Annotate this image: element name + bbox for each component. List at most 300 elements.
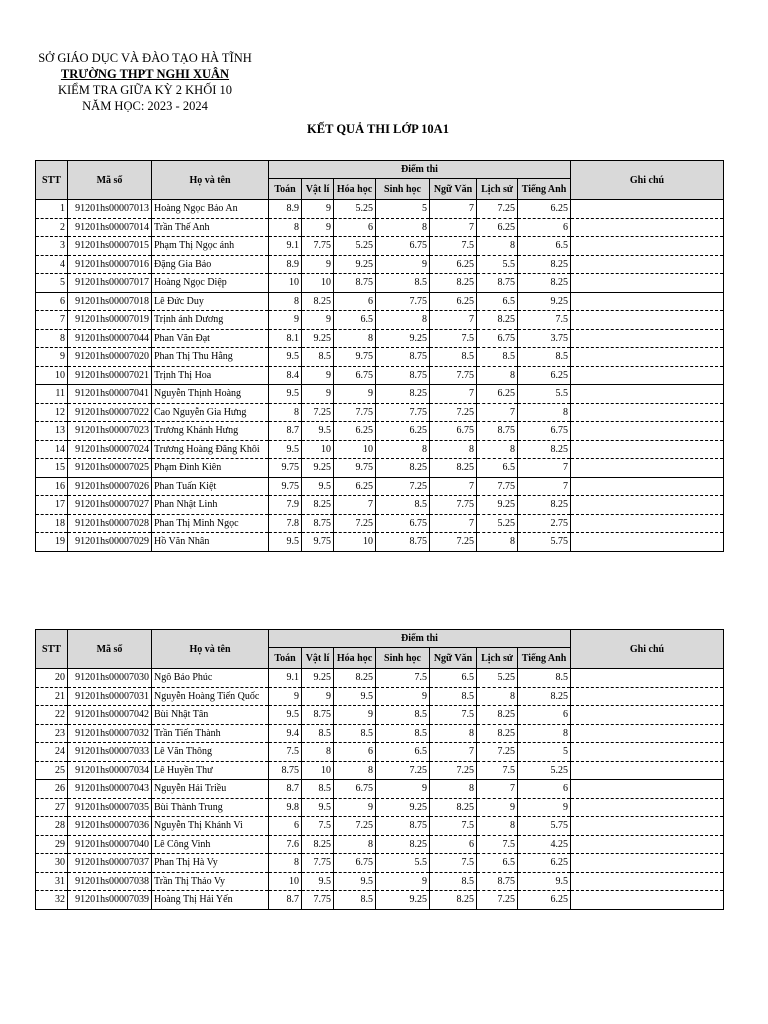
cell-lich-su: 7 [477,403,518,422]
school-year: NĂM HỌC: 2023 - 2024 [82,99,208,113]
cell-ho-ten: Lê Đức Duy [152,292,269,311]
cell-ma-so: 91201hs00007041 [68,385,152,404]
cell-hoa-hoc: 8 [334,835,376,854]
cell-lich-su: 7.75 [477,477,518,496]
cell-ngu-van: 7.75 [430,366,477,385]
header-sinh-hoc: Sinh học [376,179,430,200]
cell-hoa-hoc: 6 [334,218,376,237]
cell-ngu-van: 7 [430,311,477,330]
cell-tieng-anh: 6.25 [518,366,571,385]
cell-ma-so: 91201hs00007032 [68,724,152,743]
header-hoa-hoc: Hóa học [334,648,376,669]
table-row [36,743,724,762]
table-row [36,440,724,459]
cell-ho-ten: Nguyễn Thị Khánh Vi [152,817,269,836]
cell-hoa-hoc: 9 [334,706,376,725]
cell-hoa-hoc: 10 [334,440,376,459]
cell-stt: 22 [36,706,68,725]
cell-vat-li: 9.5 [302,798,334,817]
cell-vat-li: 7.25 [302,403,334,422]
cell-ghi-chu [571,687,724,706]
cell-stt: 6 [36,292,68,311]
cell-tieng-anh: 5.25 [518,761,571,780]
cell-ma-so: 91201hs00007034 [68,761,152,780]
cell-ngu-van: 6.75 [430,422,477,441]
cell-lich-su: 7.5 [477,835,518,854]
cell-stt: 28 [36,817,68,836]
table-row [36,761,724,780]
table-row [36,706,724,725]
header-diem-thi: Điểm thi [269,630,571,648]
cell-vat-li: 9.75 [302,533,334,552]
cell-ngu-van: 7 [430,743,477,762]
cell-stt: 25 [36,761,68,780]
cell-vat-li: 8.25 [302,292,334,311]
cell-ho-ten: Hoàng Ngọc Bảo An [152,200,269,219]
cell-tieng-anh: 6.25 [518,891,571,910]
cell-hoa-hoc: 8 [334,329,376,348]
cell-vat-li: 9 [302,311,334,330]
cell-hoa-hoc: 9 [334,798,376,817]
cell-toan: 8.7 [269,422,302,441]
cell-ghi-chu [571,669,724,688]
score-table-1 [35,160,724,552]
cell-ho-ten: Trần Tiến Thành [152,724,269,743]
cell-hoa-hoc: 8.5 [334,724,376,743]
cell-ngu-van: 7.5 [430,237,477,256]
cell-ghi-chu [571,891,724,910]
cell-ngu-van: 8.5 [430,872,477,891]
cell-tieng-anh: 6.25 [518,854,571,873]
cell-ma-so: 91201hs00007029 [68,533,152,552]
cell-lich-su: 5.25 [477,669,518,688]
cell-ghi-chu [571,218,724,237]
cell-ho-ten: Lê Công Vinh [152,835,269,854]
cell-tieng-anh: 5.75 [518,817,571,836]
cell-tieng-anh: 8.5 [518,669,571,688]
cell-ma-so: 91201hs00007017 [68,274,152,293]
cell-sinh-hoc: 7.75 [376,403,430,422]
cell-ho-ten: Trịnh Thị Hoa [152,366,269,385]
cell-ngu-van: 8 [430,780,477,799]
cell-toan: 9 [269,311,302,330]
cell-hoa-hoc: 5.25 [334,237,376,256]
cell-ghi-chu [571,533,724,552]
cell-ngu-van: 8.25 [430,798,477,817]
header-lich-su: Lịch sử [477,648,518,669]
cell-lich-su: 8 [477,533,518,552]
cell-toan: 9 [269,687,302,706]
cell-tieng-anh: 9.5 [518,872,571,891]
cell-hoa-hoc: 8 [334,761,376,780]
table-row [36,780,724,799]
cell-ma-so: 91201hs00007015 [68,237,152,256]
cell-ho-ten: Phan Tuấn Kiệt [152,477,269,496]
cell-vat-li: 9.25 [302,329,334,348]
cell-sinh-hoc: 9.25 [376,329,430,348]
cell-ma-so: 91201hs00007036 [68,817,152,836]
cell-ho-ten: Phan Thị Hà Vy [152,854,269,873]
cell-tieng-anh: 9.25 [518,292,571,311]
cell-ngu-van: 7 [430,385,477,404]
cell-ma-so: 91201hs00007044 [68,329,152,348]
header-ma-so: Mã số [68,161,152,200]
cell-ho-ten: Phan Thị Thu Hằng [152,348,269,367]
cell-ngu-van: 7.5 [430,329,477,348]
cell-vat-li: 7.5 [302,817,334,836]
cell-vat-li: 9.25 [302,669,334,688]
table-row [36,348,724,367]
cell-hoa-hoc: 6 [334,743,376,762]
cell-ma-so: 91201hs00007037 [68,854,152,873]
header-ghi-chu: Ghi chú [571,630,724,669]
cell-vat-li: 8.5 [302,724,334,743]
cell-stt: 17 [36,496,68,515]
cell-tieng-anh: 7.5 [518,311,571,330]
cell-sinh-hoc: 8.25 [376,385,430,404]
cell-lich-su: 8 [477,440,518,459]
cell-vat-li: 10 [302,440,334,459]
cell-ghi-chu [571,780,724,799]
cell-tieng-anh: 7 [518,477,571,496]
cell-ma-so: 91201hs00007039 [68,891,152,910]
table-row [36,292,724,311]
cell-stt: 20 [36,669,68,688]
cell-ma-so: 91201hs00007040 [68,835,152,854]
cell-ho-ten: Phan Nhật Linh [152,496,269,515]
cell-sinh-hoc: 8.25 [376,459,430,478]
cell-ngu-van: 7.25 [430,533,477,552]
cell-ho-ten: Cao Nguyễn Gia Hưng [152,403,269,422]
cell-ma-so: 91201hs00007042 [68,706,152,725]
cell-sinh-hoc: 9 [376,687,430,706]
cell-stt: 26 [36,780,68,799]
cell-hoa-hoc: 9 [334,385,376,404]
cell-ghi-chu [571,366,724,385]
cell-ngu-van: 6.5 [430,669,477,688]
cell-hoa-hoc: 6.75 [334,854,376,873]
cell-lich-su: 6.5 [477,854,518,873]
cell-lich-su: 7.25 [477,891,518,910]
cell-ho-ten: Bùi Thành Trung [152,798,269,817]
cell-toan: 6 [269,817,302,836]
cell-ngu-van: 7 [430,477,477,496]
cell-stt: 1 [36,200,68,219]
cell-stt: 4 [36,255,68,274]
cell-stt: 32 [36,891,68,910]
cell-ngu-van: 7 [430,218,477,237]
cell-ngu-van: 7.25 [430,403,477,422]
cell-tieng-anh: 8.25 [518,274,571,293]
cell-lich-su: 5.25 [477,514,518,533]
header-ho-ten: Họ và tên [152,630,269,669]
cell-ghi-chu [571,514,724,533]
cell-hoa-hoc: 5.25 [334,200,376,219]
cell-ma-so: 91201hs00007019 [68,311,152,330]
cell-vat-li: 8.25 [302,835,334,854]
cell-lich-su: 9.25 [477,496,518,515]
cell-toan: 8.7 [269,780,302,799]
cell-hoa-hoc: 9.5 [334,872,376,891]
cell-tieng-anh: 8.25 [518,440,571,459]
cell-ghi-chu [571,706,724,725]
cell-ma-so: 91201hs00007014 [68,218,152,237]
cell-vat-li: 9 [302,366,334,385]
cell-vat-li: 9 [302,687,334,706]
cell-toan: 8.7 [269,891,302,910]
header-ho-ten: Họ và tên [152,161,269,200]
cell-hoa-hoc: 6.25 [334,422,376,441]
header-lich-su: Lịch sử [477,179,518,200]
cell-ho-ten: Phan Văn Đạt [152,329,269,348]
cell-toan: 9.1 [269,237,302,256]
cell-lich-su: 6.5 [477,459,518,478]
cell-ma-so: 91201hs00007043 [68,780,152,799]
cell-tieng-anh: 2.75 [518,514,571,533]
cell-toan: 7.9 [269,496,302,515]
header-ngu-van: Ngữ Văn [430,648,477,669]
table-row [36,385,724,404]
cell-ho-ten: Đặng Gia Bảo [152,255,269,274]
cell-sinh-hoc: 8.75 [376,817,430,836]
cell-toan: 9.5 [269,706,302,725]
cell-toan: 9.5 [269,533,302,552]
cell-ma-so: 91201hs00007038 [68,872,152,891]
header-diem-thi: Điểm thi [269,161,571,179]
table-row [36,329,724,348]
cell-hoa-hoc: 6.75 [334,366,376,385]
cell-ghi-chu [571,200,724,219]
cell-hoa-hoc: 9.5 [334,687,376,706]
cell-ho-ten: Trịnh ánh Dương [152,311,269,330]
cell-ngu-van: 7.25 [430,761,477,780]
cell-ngu-van: 8.5 [430,687,477,706]
document-header [0,50,290,114]
cell-tieng-anh: 9 [518,798,571,817]
cell-ghi-chu [571,477,724,496]
score-table-2-body [36,669,724,910]
cell-tieng-anh: 5 [518,743,571,762]
cell-tieng-anh: 5.75 [518,533,571,552]
cell-stt: 30 [36,854,68,873]
cell-lich-su: 8.25 [477,311,518,330]
table-row [36,669,724,688]
cell-ho-ten: Bùi Nhật Tân [152,706,269,725]
table-row [36,724,724,743]
cell-vat-li: 7.75 [302,891,334,910]
cell-stt: 7 [36,311,68,330]
cell-tieng-anh: 6.75 [518,422,571,441]
cell-toan: 9.75 [269,459,302,478]
cell-ma-so: 91201hs00007023 [68,422,152,441]
cell-sinh-hoc: 7.5 [376,669,430,688]
cell-sinh-hoc: 7.25 [376,761,430,780]
cell-ngu-van: 8.25 [430,274,477,293]
cell-vat-li: 9 [302,385,334,404]
cell-hoa-hoc: 7 [334,496,376,515]
cell-vat-li: 9.5 [302,422,334,441]
cell-lich-su: 8.75 [477,872,518,891]
header-vat-li: Vật lí [302,179,334,200]
cell-ngu-van: 8.25 [430,459,477,478]
table-row [36,311,724,330]
cell-lich-su: 8.5 [477,348,518,367]
table-row [36,533,724,552]
table-row [36,835,724,854]
cell-hoa-hoc: 6.75 [334,780,376,799]
cell-sinh-hoc: 8.75 [376,533,430,552]
header-ghi-chu: Ghi chú [571,161,724,200]
table-row [36,514,724,533]
cell-tieng-anh: 8.25 [518,496,571,515]
cell-tieng-anh: 6 [518,780,571,799]
cell-ma-so: 91201hs00007018 [68,292,152,311]
cell-ho-ten: Phạm Thị Ngọc ánh [152,237,269,256]
cell-ho-ten: Trần Thế Anh [152,218,269,237]
cell-toan: 9.4 [269,724,302,743]
cell-hoa-hoc: 6.5 [334,311,376,330]
cell-ho-ten: Phạm Đình Kiên [152,459,269,478]
cell-toan: 8 [269,403,302,422]
header-hoa-hoc: Hóa học [334,179,376,200]
cell-lich-su: 8 [477,817,518,836]
table-row [36,237,724,256]
cell-toan: 8.1 [269,329,302,348]
table-row [36,366,724,385]
cell-lich-su: 8.25 [477,724,518,743]
table-row [36,854,724,873]
header-tieng-anh: Tiếng Anh [518,648,571,669]
cell-sinh-hoc: 8 [376,218,430,237]
cell-toan: 8 [269,218,302,237]
cell-ma-so: 91201hs00007016 [68,255,152,274]
cell-toan: 7.6 [269,835,302,854]
cell-ghi-chu [571,798,724,817]
cell-ngu-van: 7.75 [430,496,477,515]
table-row [36,422,724,441]
cell-sinh-hoc: 8.25 [376,835,430,854]
cell-ma-so: 91201hs00007031 [68,687,152,706]
cell-sinh-hoc: 9.25 [376,891,430,910]
cell-ma-so: 91201hs00007033 [68,743,152,762]
cell-toan: 9.1 [269,669,302,688]
table-row [36,200,724,219]
cell-tieng-anh: 8.5 [518,348,571,367]
cell-lich-su: 6.25 [477,385,518,404]
cell-tieng-anh: 6.25 [518,200,571,219]
cell-sinh-hoc: 5.5 [376,854,430,873]
cell-ma-so: 91201hs00007020 [68,348,152,367]
cell-ngu-van: 7.5 [430,854,477,873]
cell-tieng-anh: 6.5 [518,237,571,256]
cell-ma-so: 91201hs00007024 [68,440,152,459]
cell-ghi-chu [571,761,724,780]
cell-stt: 10 [36,366,68,385]
cell-sinh-hoc: 9 [376,780,430,799]
cell-sinh-hoc: 6.75 [376,514,430,533]
cell-toan: 8.9 [269,200,302,219]
cell-hoa-hoc: 7.25 [334,817,376,836]
cell-tieng-anh: 5.5 [518,385,571,404]
table-row [36,817,724,836]
cell-ma-so: 91201hs00007030 [68,669,152,688]
cell-hoa-hoc: 8.75 [334,274,376,293]
cell-vat-li: 8 [302,743,334,762]
cell-tieng-anh: 6 [518,218,571,237]
cell-toan: 9.5 [269,440,302,459]
score-table-2 [35,629,724,910]
cell-hoa-hoc: 8.5 [334,891,376,910]
cell-ho-ten: Lê Văn Thông [152,743,269,762]
cell-ghi-chu [571,348,724,367]
header-stt: STT [36,630,68,669]
cell-ngu-van: 7.5 [430,817,477,836]
school-name: TRƯỜNG THPT NGHI XUÂN [60,67,230,81]
cell-ghi-chu [571,459,724,478]
cell-vat-li: 7.75 [302,237,334,256]
cell-lich-su: 8.75 [477,422,518,441]
cell-lich-su: 8 [477,237,518,256]
cell-stt: 19 [36,533,68,552]
cell-sinh-hoc: 5 [376,200,430,219]
cell-stt: 14 [36,440,68,459]
cell-toan: 8 [269,854,302,873]
table-row [36,496,724,515]
cell-stt: 2 [36,218,68,237]
cell-lich-su: 8.25 [477,706,518,725]
cell-stt: 9 [36,348,68,367]
header-toan: Toán [269,648,302,669]
table-row [36,891,724,910]
score-table-1-body [36,200,724,552]
table-row [36,274,724,293]
cell-sinh-hoc: 9 [376,255,430,274]
cell-ma-so: 91201hs00007022 [68,403,152,422]
cell-ngu-van: 6 [430,835,477,854]
cell-toan: 8.75 [269,761,302,780]
header-ngu-van: Ngữ Văn [430,179,477,200]
table-row [36,477,724,496]
department-name: SỞ GIÁO DỤC VÀ ĐÀO TẠO HÀ TĨNH [38,51,252,65]
exam-name: KIỂM TRA GIỮA KỲ 2 KHỐI 10 [57,83,233,97]
cell-tieng-anh: 8 [518,403,571,422]
cell-vat-li: 10 [302,274,334,293]
cell-ngu-van: 8 [430,440,477,459]
cell-stt: 29 [36,835,68,854]
cell-hoa-hoc: 10 [334,533,376,552]
cell-ho-ten: Nguyễn Hải Triều [152,780,269,799]
cell-stt: 12 [36,403,68,422]
cell-vat-li: 8.5 [302,348,334,367]
cell-sinh-hoc: 6.25 [376,422,430,441]
table-row [36,218,724,237]
cell-ngu-van: 7 [430,514,477,533]
cell-sinh-hoc: 8.5 [376,496,430,515]
table-row [36,687,724,706]
cell-ho-ten: Nguyễn Hoàng Tiến Quốc [152,687,269,706]
cell-sinh-hoc: 7.75 [376,292,430,311]
table-row [36,872,724,891]
table-row [36,255,724,274]
cell-toan: 8 [269,292,302,311]
cell-ho-ten: Nguyễn Thịnh Hoàng [152,385,269,404]
cell-ma-so: 91201hs00007028 [68,514,152,533]
cell-ghi-chu [571,237,724,256]
cell-toan: 7.5 [269,743,302,762]
cell-vat-li: 7.75 [302,854,334,873]
cell-hoa-hoc: 6.25 [334,477,376,496]
cell-sinh-hoc: 7.25 [376,477,430,496]
